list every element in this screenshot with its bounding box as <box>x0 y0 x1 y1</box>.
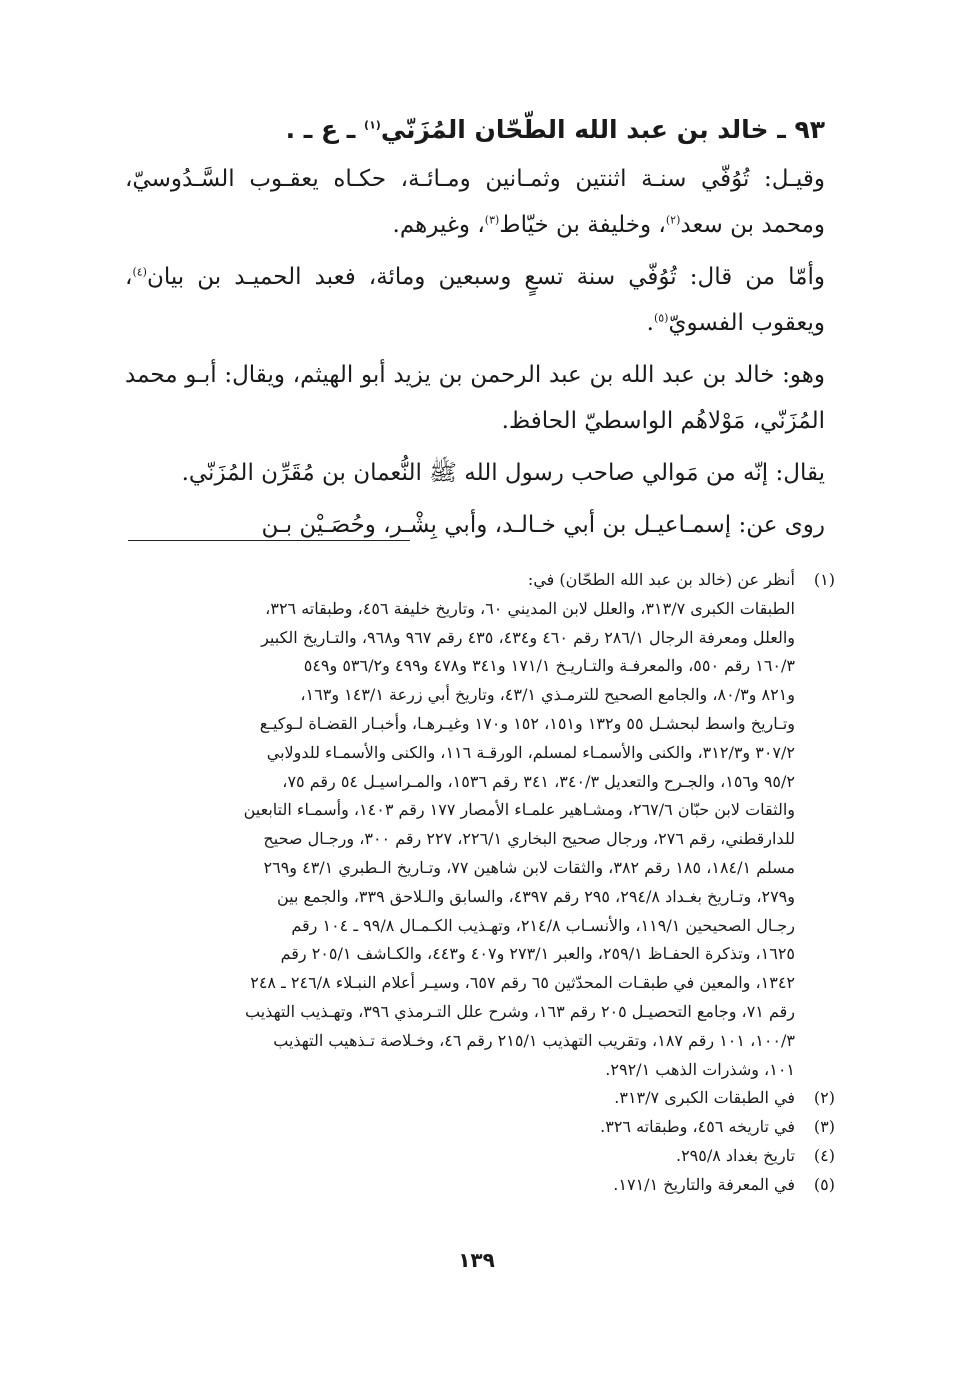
footnote-ref: (٥) <box>653 311 669 325</box>
footnote-number: (١) <box>813 570 835 589</box>
footnotes <box>125 566 835 1200</box>
paragraph-mawali <box>125 450 825 496</box>
footnote-2 <box>125 1084 835 1113</box>
paragraph-narrated-from <box>125 502 825 548</box>
footnote-ref: (٢) <box>665 213 681 227</box>
paragraph-text: وقيـل: تُوُفّي سنـة اثنتين وثمـانين ومـائـة، حكـاه يعقـوب السَّـدُوسيّ، ومحمد بن سعد <box>125 166 825 238</box>
paragraph-text: يقال: إنّه من مَوالي صاحب رسول الله ﷺ النُّعمان بن مُقَرِّن المُزَنّي. <box>181 460 825 486</box>
paragraph-text: ، وغيرهم. <box>392 212 485 238</box>
footnote-line: ١٣٤٢، والمعين في طبقـات المحدّثين ٦٥ رقم ٦٥٧، وسيـر أعلام النبـلاء ٢٤٦/٨ ـ ٢٤٨ <box>250 973 795 993</box>
footnote-text <box>125 566 795 1084</box>
footnote-line: والعلل ومعرفة الرجال ٢٨٦/١ رقم ٤٦٠ و٤٣٤، ٤٣٥ رقم ٩٦٧ و٩٦٨، والتـاريخ الكبير <box>261 627 795 647</box>
footnote-line: و٨٢١ و٨٠/٣، والجامع الصحيح للترمـذي ٤٣/١، وتاريخ أبي زرعة ١٤٣/١ و١٦٣، <box>300 685 795 705</box>
footnote-5 <box>125 1171 835 1200</box>
entry-name: خالد بن عبد الله الطّحّان المُزَنّي <box>380 115 769 144</box>
footnote-4 <box>125 1142 835 1171</box>
footnote-ref: (٤) <box>132 265 147 279</box>
page-number: ١٣٩ <box>458 1248 495 1272</box>
paragraph-text: ، وخليفة بن خيّاط <box>499 212 666 238</box>
footnote-line: والثقات لابن حبّان ٢٦٧/٦، ومشـاهير علمـاء الأمصار ١٧٧ رقم ١٤٠٣، وأسمـاء التابعين <box>243 800 795 820</box>
footnote-text: في تاريخه ٤٥٦، وطبقاته ٣٢٦. <box>600 1117 795 1137</box>
footnote-line: ١٠٠/٣، ١٠١ رقم ١٨٧، وتقريب التهذيب ٢١٥/١ رقم ٤٦، وخـلاصة تـذهيب التهذيب <box>273 1030 795 1050</box>
footnote-line: رقم ٧١، وجامع التحصيـل ٢٠٥ رقم ١٦٣، وشرح علل التـرمذي ٣٩٦، وتهـذيب التهذيب <box>245 1001 795 1021</box>
footnote-line: و٢٧٩، وتـاريخ بغـداد ٢٩٤/٨، ٢٩٥ رقم ٤٣٩٧، والسابق والـلاحق ٣٣٩، والجمع بين <box>276 886 795 906</box>
footnote-text: في المعرفة والتاريخ ١٧١/١. <box>613 1174 795 1194</box>
footnote-line: الطبقات الكبرى ٣١٣/٧، والعلل لابن المديني ٦٠، وتاريخ خليفة ٤٥٦، وطبقاته ٣٢٦، <box>265 598 795 618</box>
footnote-number: (٥) <box>813 1174 835 1194</box>
entry-heading <box>125 108 825 152</box>
footnote-line: ١٦٠/٣ رقم ٥٥٠، والمعرفـة والتـاريـخ ١٧١/١ و٣٤١ و٤٧٨ و٤٩٩ و٥٣٦/٢ و٥٤٩ <box>303 656 795 676</box>
footnote-ref: (١) <box>364 118 381 132</box>
footnote-line: رجـال الصحيحين ١١٩/١، والأنسـاب ٢١٤/٨، وتهـذيب الكـمـال ٩٩/٨ ـ ١٠٤ رقم <box>291 915 795 935</box>
footnote-line: وتـاريخ واسط لبحشـل ٥٥ و١٣٢ و١٥١، ١٥٢ و١٧٠ وغيـرهـا، وأخبـار القضـاة لـوكيـع <box>259 713 795 733</box>
footnote-number: (٤) <box>813 1145 835 1165</box>
paragraph-identity <box>125 352 825 444</box>
footnote-line: ١٠١، وشذرات الذهب ٢٩٢/١. <box>605 1059 795 1079</box>
entry-number: ٩٣ <box>794 115 825 144</box>
footnote-line: ٣٠٧/٢ و٣١٢/٣، والكنى والأسمـاء لمسلم، الورقـة ١١٦، والكنى والأسمـاء للدولابي <box>266 742 795 762</box>
footnote-number: (٢) <box>813 1088 835 1108</box>
paragraph-death-182 <box>125 156 825 248</box>
paragraph-death-179 <box>125 254 825 346</box>
footnote-intro: أنظر عن (خالد بن عبد الله الطحّان) في: <box>527 570 795 589</box>
heading-dash: ـ <box>768 115 795 144</box>
footnote-line: مسلم ١٨٤/١، ١٨٥ رقم ٣٨٢، والثقات لابن شاهين ٧٧، وتـاريخ الـطبري ٤٣/١ و٢٦٩ <box>263 857 795 877</box>
paragraph-text: وهو: خالد بن عبد الله بن عبد الرحمن بن يزيد أبو الهيثم، ويقال: أبـو محمد المُزَنّي، مَوْلاهُم الواسطيّ الحافظ. <box>125 362 825 434</box>
paragraph-text: وأمّا من قال: تُوُفّي سنة تسعٍ وسبعين ومائة، فعبد الحميـد بن بيان <box>146 264 825 290</box>
footnote-line: ٩٥/٢ و١٥٦، والجـرح والتعديل ٣٤٠/٣، ٣٤١ رقم ١٥٣٦، والمـراسيـل ٥٤ رقم ٧٥، <box>282 771 795 791</box>
main-text <box>125 108 825 550</box>
paragraph-text: . <box>646 310 654 336</box>
footnote-line: للدارقطني، رقم ٢٧٦، ورجال صحيح البخاري ٢٢٦/١، ٢٢٧ رقم ٣٠٠، ورجـال صحيح <box>263 829 795 849</box>
footnote-separator <box>128 540 410 541</box>
footnote-3 <box>125 1113 835 1142</box>
footnote-text: تاريخ بغداد ٢٩٥/٨. <box>675 1145 795 1165</box>
footnote-1 <box>125 566 835 1084</box>
footnote-ref: (٣) <box>484 213 500 227</box>
footnote-text: في الطبقات الكبرى ٣١٣/٧. <box>614 1088 795 1108</box>
paragraph-text: ، ويعقوب الفسويّ <box>125 264 825 336</box>
paragraph-text: روى عن: إسمـاعيـل بن أبي خـالـد، وأبي بِشْـر، وحُصَـيْن بـن <box>261 512 825 538</box>
footnote-number: (٣) <box>813 1117 835 1137</box>
entry-suffix: ـ ع ـ . <box>285 115 365 144</box>
footnote-line: ١٦٢٥، وتذكرة الحفـاظ ٢٥٩/١، والعبر ٢٧٣/١ و٤٠٧ و٤٤٣، والكـاشف ٢٠٥/١ رقم <box>280 944 795 964</box>
